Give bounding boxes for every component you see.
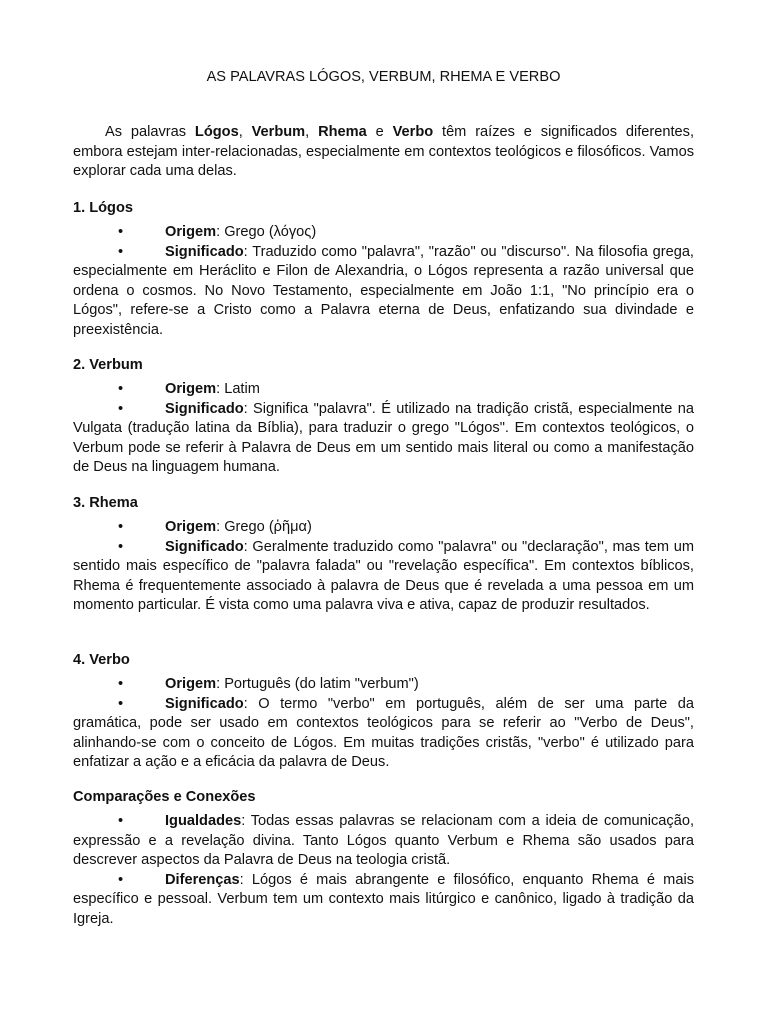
intro-sep: , bbox=[305, 124, 319, 140]
intro-paragraph bbox=[73, 123, 694, 182]
intro-sep: e bbox=[366, 124, 393, 140]
bullet-icon: • bbox=[118, 813, 124, 829]
bullet-icon: • bbox=[118, 695, 124, 712]
item-label: Igualdades bbox=[165, 813, 242, 829]
item-label: Origem bbox=[165, 676, 217, 692]
item-text: : Português (do latim "verbum") bbox=[216, 676, 419, 692]
intro-term-logos: Lógos bbox=[194, 124, 239, 140]
item-label: Significado bbox=[165, 400, 244, 417]
item-text: : Latim bbox=[216, 381, 260, 397]
item-text: : Significa "palavra". É utilizado na tradição cristã, especialmente na Vulgata (tradução latina da Bíblia), para traduzir o grego "Lógos". Em contextos teológicos, o Verbum pode se referir à Palavra de Deus em um sentido mais literal ou como a manifestação de Deus na linguagem humana. bbox=[73, 400, 694, 475]
bullet-icon: • bbox=[118, 519, 124, 535]
item-label: Origem bbox=[165, 381, 217, 397]
section-heading: Comparações e Conexões bbox=[73, 789, 256, 805]
item-label: Origem bbox=[165, 224, 217, 240]
section-heading: 2. Verbum bbox=[73, 357, 143, 373]
section-heading: 4. Verbo bbox=[73, 652, 130, 668]
item-text: : Grego (λόγος) bbox=[216, 224, 317, 240]
list-item bbox=[73, 243, 694, 341]
list-item bbox=[73, 518, 694, 538]
item-text: : Todas essas palavras se relacionam com a ideia de comunicação, expressão e a revelação divina. Tanto Lógos quanto Verbum e Rhema são usados para descrever aspectos da Palavra de Deus na teologia cristã. bbox=[73, 813, 694, 868]
intro-text: As palavras bbox=[105, 124, 195, 140]
list-item bbox=[73, 695, 694, 773]
document-title: AS PALAVRAS LÓGOS, VERBUM, RHEMA E VERBO bbox=[206, 69, 561, 85]
section-heading: 1. Lógos bbox=[73, 200, 133, 216]
item-text: : Geralmente traduzido como "palavra" ou "declaração", mas tem um sentido mais específico de "palavra falada" ou "revelação específica". Em contextos bíblicos, Rhema é frequentemente associado à palavra de Deus que é revelada a uma pessoa em um momento particular. É vista como uma palavra viva e ativa, capaz de produzir resultados. bbox=[73, 538, 694, 613]
item-label: Significado bbox=[165, 695, 244, 712]
item-label: Significado bbox=[165, 538, 244, 555]
item-label: Diferenças bbox=[165, 871, 240, 888]
item-text: : Lógos é mais abrangente e filosófico, enquanto Rhema é mais específico e pessoal. Verbum tem um contexto mais litúrgico e canônico, ligado à tradição da Igreja. bbox=[73, 871, 694, 927]
bullet-icon: • bbox=[118, 676, 124, 692]
section-heading: 3. Rhema bbox=[73, 495, 138, 511]
item-text: : Traduzido como "palavra", "razão" ou "discurso". Na filosofia grega, especialmente em Heráclito e Filon de Alexandria, o Lógos representa a razão universal que ordena o cosmos. No Novo Testamento, especialmente em João 1:1, "No princípio era o Lógos", refere-se a Cristo como a Palavra eterna de Deus, enfatizando sua divindade e preexistência. bbox=[73, 243, 694, 338]
list-item bbox=[73, 223, 694, 243]
item-label: Significado bbox=[165, 243, 244, 260]
intro-term-verbum: Verbum bbox=[251, 124, 306, 140]
list-item bbox=[73, 400, 694, 478]
list-item bbox=[73, 675, 694, 695]
list-item bbox=[73, 380, 694, 400]
bullet-icon: • bbox=[118, 243, 124, 260]
list-item bbox=[73, 812, 694, 871]
bullet-icon: • bbox=[118, 400, 124, 417]
list-item bbox=[73, 871, 694, 930]
bullet-icon: • bbox=[118, 871, 124, 888]
section-logos bbox=[73, 199, 694, 340]
bullet-icon: • bbox=[118, 224, 124, 240]
section-comparacoes bbox=[73, 788, 694, 929]
section-rhema bbox=[73, 494, 694, 616]
bullet-icon: • bbox=[118, 538, 124, 555]
bullet-icon: • bbox=[118, 381, 124, 397]
intro-text: têm raízes e significados diferentes, embora estejam inter-relacionadas, especialmente em contextos teológicos e filosóficos. Vamos explorar cada uma delas. bbox=[73, 124, 695, 179]
item-text: : O termo "verbo" em português, além de ser uma parte da gramática, pode ser usado em contextos teológicos para se referir ao "Verbo de Deus", alinhando-se com o conceito de Lógos. Em muitas tradições cristãs, "verbo" é utilizado para enfatizar a ação e a eficácia da palavra de Deus. bbox=[73, 695, 694, 770]
section-verbo bbox=[73, 651, 694, 773]
item-label: Origem bbox=[165, 519, 217, 535]
list-item bbox=[73, 538, 694, 616]
item-text: : Grego (ῥῆμα) bbox=[216, 519, 312, 535]
intro-sep: , bbox=[238, 124, 252, 140]
intro-term-rhema: Rhema bbox=[318, 124, 367, 140]
section-verbum bbox=[73, 356, 694, 478]
intro-term-verbo: Verbo bbox=[392, 124, 434, 140]
